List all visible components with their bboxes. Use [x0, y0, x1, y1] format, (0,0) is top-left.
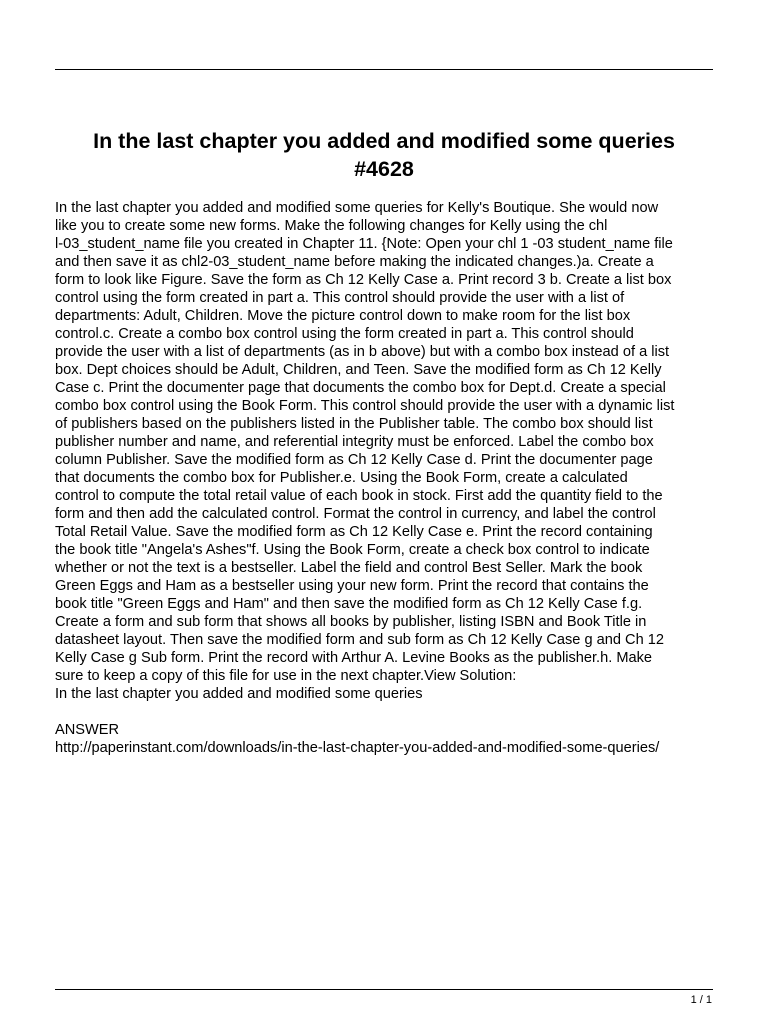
- document-body: [55, 199, 719, 757]
- page-number: 1 / 1: [690, 994, 712, 1006]
- body-subtitle: In the last chapter you added and modified some queries: [55, 686, 423, 702]
- body-paragraph: In the last chapter you added and modified some queries for Kelly's Boutique. She would now like you to create some new forms. Make the following changes for Kelly using the chl l-03_student_name file you created in Chapter 11. {Note: Open your chl 1 -03 student_name file and then save it as chl2-03_student_name before making the indicated changes.)a. Create a form to look like Figure. Save the form as Ch 12 Kelly Case a. Print record 3 b. Create a list box control using the form created in part a. This control should provide the user with a list of departments: Adult, Children. Move the picture control down to make room for the list box control.c. Create a combo box control using the form created in part a. This control should provide the user with a list of departments (as in b above) but with a combo box instead of a list box. Dept choices should be Adult, Children, and Teen. Save the modified form as Ch 12 Kelly Case c. Print the documenter page that documents the combo box for Dept.d. Create a special combo box control using the Book Form. This control should provide the user with a dynamic list of publishers based on the publishers listed in the Publisher table. The combo box should list publisher number and name, and referential integrity must be enforced. Label the combo box column Publisher. Save the modified form as Ch 12 Kelly Case d. Print the documenter page that documents the combo box for Publisher.e. Using the Book Form, create a calculated control to compute the total retail value of each book in stock. First add the quantity field to the form and then add the calculated control. Format the control in currency, and label the control Total Retail Value. Save the modified form as Ch 12 Kelly Case e. Print the record containing the book title "Angela's Ashes"f. Using the Book Form, create a check box control to indicate whether or not the text is a bestseller. Label the field and control Best Seller. Mark the book Green Eggs and Ham as a bestseller using your new form. Print the record that contains the book title "Green Eggs and Ham" and then save the modified form as Ch 12 Kelly Case f.g. Create a form and sub form that shows all books by publisher, listing ISBN and Book Title in datasheet layout. Then save the modified form and sub form as Ch 12 Kelly Case g and Ch 12 Kelly Case g Sub form. Print the record with Arthur A. Levine Books as the publisher.h. Make sure to keep a copy of this file for use in the next chapter.View Solution:: [55, 200, 675, 684]
- header-rule: [55, 69, 713, 70]
- document-title: [55, 127, 713, 183]
- title-line-2: #4628: [354, 157, 414, 181]
- answer-label: ANSWER: [55, 722, 120, 738]
- spacer: [55, 703, 719, 721]
- footer-rule: [55, 989, 713, 990]
- answer-link[interactable]: http://paperinstant.com/downloads/in-the-last-chapter-you-added-and-modified-some-queries/: [55, 740, 660, 756]
- title-line-1: In the last chapter you added and modified some queries: [93, 129, 675, 153]
